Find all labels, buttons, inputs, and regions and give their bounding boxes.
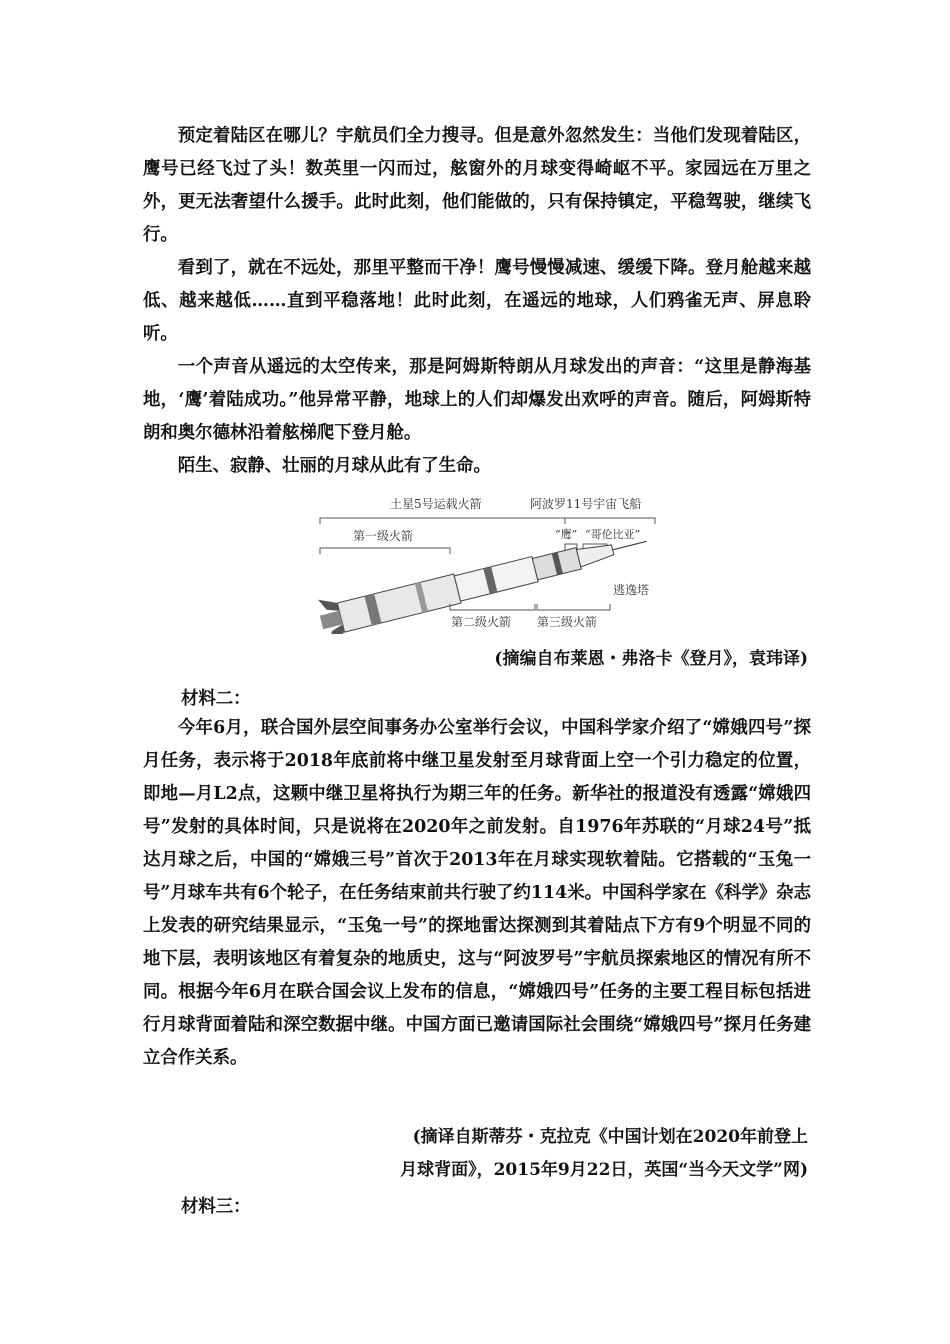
label-apollo11: 阿波罗11号宇宙飞船 <box>530 497 642 511</box>
material1-paragraph-1: 预定着陆区在哪儿？宇航员们全力搜寻。但是意外忽然发生：当他们发现着陆区，鹰号已经飞过了头！数英里一闪而过，舷窗外的月球变得崎岖不平。家园远在万里之外，更无法奢望什么援手。此时此刻，他们能做的，只有保持镇定，平稳驾驶，继续飞行。 <box>143 126 811 245</box>
bracket-stage2 <box>450 604 535 610</box>
label-columbia: “哥伦比亚” <box>585 528 641 541</box>
label-escape-tower: 逃逸塔 <box>613 583 650 597</box>
rocket-spacecraft <box>577 541 615 567</box>
bracket-stage3 <box>537 604 610 610</box>
material2-source-line-1: (摘译自斯蒂芬・克拉克《中国计划在2020年前登上 <box>412 1127 808 1147</box>
saturn-v-rocket-figure <box>315 494 670 634</box>
bracket-stage1 <box>320 548 450 554</box>
label-stage1: 第一级火箭 <box>353 529 414 543</box>
material1-paragraph-2: 看到了，就在不远处，那里平整而干净！鹰号慢慢减速、缓缓下降。登月舱越来越低、越来越低……直到平稳落地！此时此刻，在遥远的地球，人们鸦雀无声、屏息聆听。 <box>143 258 811 344</box>
rocket-stage1 <box>337 574 461 632</box>
label-eagle: “鹰” <box>555 528 578 541</box>
label-saturn5: 土星5号运载火箭 <box>390 497 482 511</box>
bracket-apollo11 <box>565 518 655 524</box>
material2-source-line-2: 月球背面》，2015年9月22日，英国“当今天文学”网) <box>400 1160 808 1180</box>
material1-source: (摘编自布莱恩・弗洛卡《登月》，袁玮译) <box>494 649 808 669</box>
material1-paragraph-3: 一个声音从遥远的太空传来，那是阿姆斯特朗从月球发出的声音：“这里是静海基地，‘鹰’着陆成功。”他异常平静，地球上的人们却爆发出欢呼的声音。随后，阿姆斯特朗和奥尔德林沿着舷梯爬下登月舱。 <box>143 357 811 443</box>
rocket-engine <box>320 611 343 629</box>
bracket-saturn5 <box>320 518 565 524</box>
material3-heading: 材料三： <box>181 1197 251 1217</box>
label-stage3: 第三级火箭 <box>537 615 598 629</box>
material2-heading: 材料二： <box>181 689 251 709</box>
material2-paragraph: 今年6月，联合国外层空间事务办公室举行会议，中国科学家介绍了“嫦娥四号”探月任务，表示将于2018年底前将中继卫星发射至月球背面上空一个引力稳定的位置，即地—月L2点，这颗中继卫星将执行为期三年的任务。新华社的报道没有透露“嫦娥四号”发射的具体时间，只是说将在2020年之前发射。自1976年苏联的“月球24号”抵达月球之后，中国的“嫦娥三号”首次于2013年在月球实现软着陆。它搭载的“玉兔一号”月球车共有6个轮子，在任务结束前共行驶了约114米。中国科学家在《科学》杂志上发表的研究结果显示，“玉兔一号”的探地雷达探测到其着陆点下方有9个明显不同的地下层，表明该地区有着复杂的地质史，这与“阿波罗号”宇航员探索地区的情况有所不同。根据今年6月在联合国会议上发布的信息，“嫦娥四号”任务的主要工程目标包括进行月球背面着陆和深空数据中继。中国方面已邀请国际社会围绕“嫦娥四号”探月任务建立合作关系。 <box>143 718 811 1068</box>
material1-paragraph-4: 陌生、寂静、壮丽的月球从此有了生命。 <box>177 456 491 476</box>
rocket-stage2 <box>454 557 538 602</box>
label-stage2: 第二级火箭 <box>451 615 512 629</box>
rocket-escape-tower <box>613 541 647 549</box>
